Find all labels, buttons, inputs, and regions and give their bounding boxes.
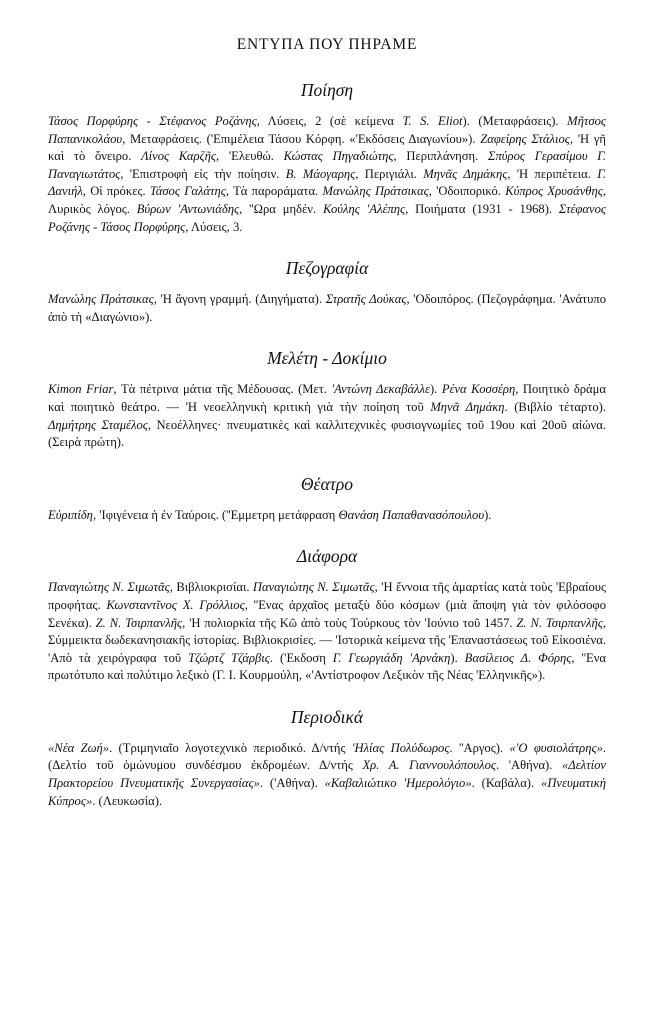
- sections-container: [48, 80, 606, 810]
- entry-author: Λίνος Καρζῆς: [141, 149, 217, 164]
- entry-text: , ''Ενας ἀρχαῖος μεταξὺ δύο κόσμων (μιὰ ἄποψη γιὰ τὸν φιλόσοφο Σενέκα).: [48, 597, 606, 630]
- section-body: [48, 579, 606, 685]
- entry-text: , Τὰ παροράματα.: [225, 184, 323, 199]
- entry-author: Ζ. Ν. Τσιρπανλῆς: [516, 615, 603, 630]
- section-title: Πεζογραφία: [285, 258, 369, 279]
- entry-text: , Μεταφράσεις. ('Επιμέλεια Τάσου Κόρφη. «'Εκδόσεις Διαγωνίου»).: [122, 131, 481, 146]
- entry-text: , Ποιήματα (1931 - 1968).: [405, 201, 559, 216]
- entry-author: «Δελτίον Πρακτορείου Πνευματικῆς Συνεργασίας»: [48, 758, 606, 791]
- entry-text: , ''Ωρα μηδέν.: [239, 201, 323, 216]
- entry-text: , 'Η ἔννοια τῆς ἁμαρτίας κατὰ τοὺς 'Εβραίους προφήτας.: [48, 580, 606, 612]
- entry-author: Τάσος Γαλάτης: [149, 184, 226, 199]
- page-title: ΕΝΤΥΠΑ ΠΟΥ ΠΗΡΑΜΕ: [236, 36, 418, 53]
- entry-author: Μηνᾶς Δημάκης: [423, 166, 508, 181]
- entry-author: Παναγιώτης Ν. Σιμωτᾶς: [252, 580, 375, 595]
- entry-author: Τάσος Πορφύρης - Στέφανος Ροζάνης: [48, 114, 257, 128]
- entry-text: , 'Η γῆ καὶ τὸ ὄνειρο.: [48, 131, 606, 164]
- document-page: [48, 36, 606, 832]
- section: [48, 474, 606, 525]
- entry-author: Μανώλης Πράτσικας: [48, 292, 154, 307]
- entry-author: Τζώρτζ Τζάρβις: [188, 650, 270, 665]
- entry-text: , ''Ενα πρωτότυπο καὶ πολύτιμο λεξικὸ (Γ. Ι. Κουρμούλη, «'Αντίστροφον Λεξικὸν τῆς Νέας 'Ελληνικῆς»).: [48, 650, 606, 683]
- entry-author: Μανώλης Πράτσικας: [322, 184, 429, 199]
- section-title: Ποίηση: [300, 80, 354, 100]
- entry-author: T. S. Eliot: [402, 114, 463, 128]
- entry-author: «Νέα Ζωή»: [48, 740, 110, 755]
- entry-text: , Ποιητικὸ δράμα καὶ ποιητικὸ θεάτρο. — 'Η νεοελληνικὴ κριτικὴ γιὰ τὴν ποίηση τοῦ: [48, 382, 606, 414]
- entry-text: . (Λευκωσία).: [92, 793, 163, 808]
- section-body: [48, 113, 606, 236]
- entry-text: , Λύσεις, 2 (σὲ κείμενα: [256, 114, 403, 128]
- section: [48, 258, 606, 326]
- entry-text: . (Καβάλα).: [471, 776, 542, 791]
- entry-text: , Σύμμεικτα δωδεκανησιακῆς ἱστορίας. Βιβλιοκρισίες. — 'Ιστορικὰ κείμενα τῆς 'Επαναστάσεως τοῦ Εἰκοσιένα. 'Απὸ τὰ χειρόγραφα τοῦ: [48, 615, 606, 665]
- entry-author: Μηνᾶ Δημάκη: [430, 399, 505, 414]
- entry-author: Κωνσταντῖνος Χ. Γρόλλιος: [106, 597, 245, 612]
- section-title: Διάφορα: [296, 546, 358, 567]
- entry-author: Σπύρος Γερασίμου Γ. Παναγιωτάτος: [48, 149, 606, 181]
- entry-author: Βύρων 'Αντωνιάδης: [136, 201, 240, 216]
- entry-author: 'Ηλίας Πολύδωρος: [351, 740, 450, 755]
- entry-text: , Περιγιάλι.: [355, 166, 424, 181]
- entry-author: Γ. Γεωργιάδη 'Αρνάκη: [332, 650, 451, 665]
- entry-author: Kimon Friar: [48, 382, 114, 397]
- entry-text: , 'Επιστροφὴ εἰς τὴν ποίησιν.: [120, 166, 286, 181]
- entry-text: , Οἱ πρόκες.: [82, 184, 150, 199]
- entry-author: «'Ο φυσιολάτρης»: [509, 740, 603, 755]
- entry-text: . (Δελτίο τοῦ ὁμώνυμου συνδέσμου ἐκδρομέων. Δ/ντής: [48, 740, 607, 773]
- entry-author: 'Αντώνη Δεκαβάλλε: [331, 382, 430, 397]
- entry-author: Εὐριπίδη: [48, 507, 93, 522]
- entry-author: Ζ. Ν. Τσιρπανλῆς: [95, 615, 183, 630]
- entry-text: , Νεοέλληνες· πνευματικὲς καὶ καλλιτεχνικὲς φυσιογνωμίες τοῦ 19ου καὶ 20οῦ αἰώνα. (Σειρὰ πρώτη).: [48, 417, 606, 450]
- entry-author: Χρ. Α. Γιαννουλόπουλος: [362, 758, 497, 773]
- entry-author: «Καβαλιώτικο 'Ημερολόγιο»: [324, 776, 472, 791]
- entry-author: Κούλης 'Αλέπης: [322, 201, 406, 216]
- entry-author: Μῆτσος Παπανικολάου: [48, 114, 606, 146]
- entry-text: , 'Η ἄγονη γραμμή. (Διηγήματα).: [153, 292, 326, 307]
- entry-author: Στρατῆς Δούκας: [325, 292, 407, 307]
- entry-author: Κώστας Πηγαδιώτης: [283, 149, 394, 164]
- entry-text: , 'Ιφιγένεια ἡ ἐν Ταύροις. (''Εμμετρη μετάφραση: [92, 507, 339, 522]
- entry-text: . (Βιβλίο τέταρτο).: [504, 399, 606, 414]
- entry-text: , Τὰ πέτρινα μάτια τῆς Μέδουσας. (Μετ.: [113, 382, 332, 397]
- entry-author: Βασίλειος Δ. Φόρης: [464, 650, 572, 665]
- entry-text: . ('Εκδοση: [269, 650, 333, 665]
- entry-author: Ζαφείρης Στάλιος: [480, 131, 570, 146]
- section: [48, 348, 606, 451]
- entry-text: , 'Οδοιπόρος. (Πεζογράφημα. 'Ανάτυπο ἀπὸ τὴ «Διαγώνιο»).: [48, 292, 607, 324]
- entry-author: Στέφανος Ροζάνης - Τάσος Πορφύρης: [48, 201, 606, 234]
- entry-text: , Λύσεις, 3.: [185, 219, 243, 234]
- entry-text: , Λυρικὸς λόγος.: [48, 184, 606, 216]
- entry-text: . ''Αργος).: [449, 740, 510, 755]
- entry-text: , Βιβλιοκρισίαι.: [169, 580, 253, 595]
- entry-author: Θανάση Παπαθανασόπουλου: [338, 507, 485, 522]
- section-body: [48, 740, 606, 810]
- section-body: [48, 381, 606, 451]
- section-title: Μελέτη - Δοκίμιο: [267, 348, 387, 369]
- entry-text: ).: [429, 382, 442, 397]
- entry-author: Παναγιώτης Ν. Σιμωτᾶς: [48, 580, 170, 595]
- entry-text: . 'Αθήνα).: [496, 758, 562, 773]
- entry-text: , 'Οδοιπορικό.: [428, 184, 506, 199]
- section: [48, 707, 606, 810]
- entry-text: , 'Ελευθώ.: [216, 149, 284, 164]
- entry-text: , 'Η περιπέτεια.: [507, 166, 598, 181]
- entry-author: Δημήτρης Σταμέλος: [48, 417, 148, 432]
- entry-author: Β. Μάογαρης: [285, 166, 356, 181]
- section-body: [48, 291, 606, 326]
- entry-text: . (Τριμηνιαῖο λογοτεχνικὸ περιοδικό. Δ/ντής: [109, 740, 352, 755]
- section-title: Θέατρο: [300, 473, 354, 494]
- entry-text: ).: [484, 507, 492, 522]
- section-title: Περιοδικά: [290, 706, 364, 727]
- entry-text: ).: [450, 650, 465, 665]
- entry-author: Κύπρος Χρυσάνθης: [505, 184, 603, 199]
- entry-text: , Περιπλάνηση.: [393, 149, 488, 164]
- section: [48, 80, 606, 236]
- entry-author: «Πνευματικὴ Κύπρος»: [48, 776, 606, 808]
- section-body: [48, 507, 606, 525]
- entry-text: , 'Η πολιορκία τῆς Κῶ ἀπὸ τοὺς Τούρκους τὸν 'Ιούνιο τοῦ 1457.: [182, 615, 517, 630]
- entry-author: Γ. Δανιήλ: [48, 166, 606, 199]
- entry-text: ). (Μεταφράσεις).: [462, 114, 568, 128]
- entry-text: . ('Αθήνα).: [259, 776, 325, 791]
- entry-author: Ρένα Κοσσέρη: [441, 382, 516, 397]
- section: [48, 546, 606, 685]
